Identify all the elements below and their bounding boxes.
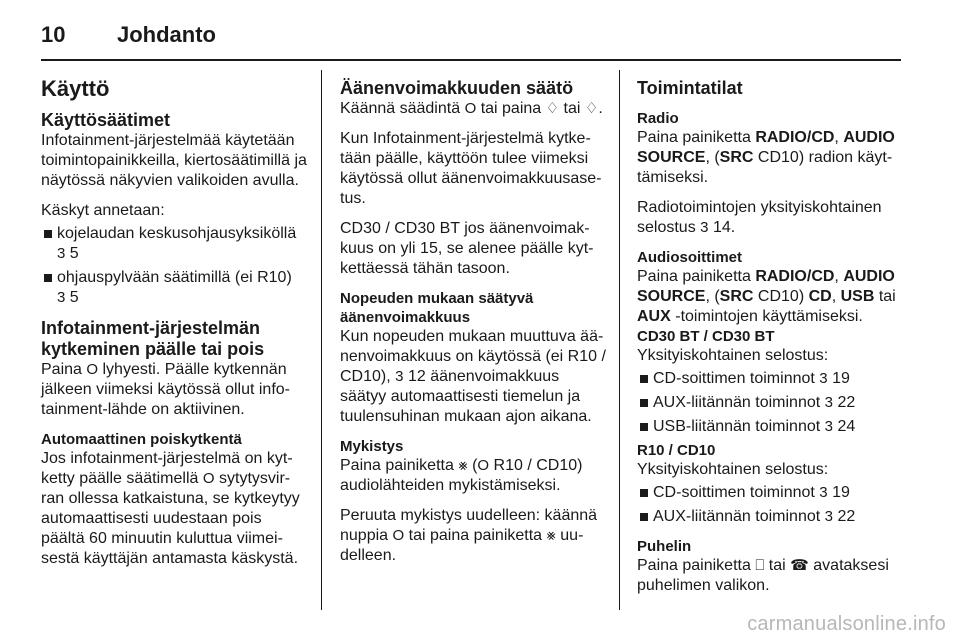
subsection-heading: Radio	[637, 110, 679, 127]
paragraph: Paina painiketta RADIO/CD, AUDIO SOURCE, (SRC CD10) radion käyt-tämiseksi.	[637, 129, 895, 186]
volume-up-icon: ♢	[545, 100, 560, 117]
paragraph: Yksityiskohtainen selostus:	[637, 461, 829, 478]
list-item: CD-soittimen toiminnot 3 19	[637, 369, 905, 389]
bullet-list	[41, 224, 309, 308]
list-item: USB-liitännän toiminnot 3 24	[637, 417, 905, 437]
page-ref: 5	[69, 245, 79, 262]
button-name: AUDIO SOURCE	[637, 129, 895, 166]
paragraph: Peruuta mykistys uudelleen: käännä nuppia O tai paina painiketta ⨳ uu-delleen.	[340, 507, 598, 564]
page-ref: 14.	[712, 219, 736, 236]
page-ref-icon: 3	[819, 370, 828, 387]
section-heading: Äänenvoimakkuuden säätö	[340, 78, 574, 98]
page-ref-icon: 3	[819, 484, 828, 501]
page-ref-icon: 3	[700, 219, 709, 236]
bullet-list	[637, 369, 905, 437]
column-divider	[321, 70, 322, 610]
list-item: AUX-liitännän toiminnot 3 22	[637, 393, 905, 413]
power-icon: O	[477, 457, 490, 474]
bullet-list	[637, 483, 905, 527]
button-name: AUDIO SOURCE	[637, 268, 895, 305]
section-heading: Infotainment-järjestelmän kytkeminen päälle tai pois	[41, 318, 265, 359]
paragraph: Paina painiketta ⨳ (O R10 / CD10) audiolähteiden mykistämiseksi.	[340, 457, 583, 494]
paragraph: Infotainment-järjestelmää käytetään toimintopainikkeilla, kiertosäätimillä ja näytössä näkyvien valikoiden avulla.	[41, 132, 307, 189]
page-ref-icon: 3	[395, 368, 404, 385]
button-name: CD	[808, 288, 832, 305]
page-ref: 19	[832, 484, 850, 501]
page-ref: 22	[837, 394, 856, 411]
paragraph: Paina O lyhyesti. Päälle kytkennän jälkeen viimeksi käytössä ollut info-tainment-lähde on aktiivinen.	[41, 361, 290, 418]
paragraph: Paina painiketta ⎕ tai ☎ avataksesi puhelimen valikon.	[637, 557, 889, 594]
subsection-heading: Puhelin	[637, 538, 692, 555]
column-2	[340, 74, 608, 566]
list-item: CD-soittimen toiminnot 3 19	[637, 483, 905, 503]
subsection-heading: Mykistys	[340, 438, 404, 455]
paragraph: Paina painiketta RADIO/CD, AUDIO SOURCE, (SRC CD10) CD, USB tai AUX -toimintojen käyttämiseksi.	[637, 268, 896, 325]
page-ref-icon: 3	[57, 289, 66, 306]
header-rule	[41, 59, 901, 61]
paragraph: Kun nopeuden mukaan muuttuva ää-nenvoimakkuus on käytössä (ei R10 / CD10), 3 12 äänenvoimakkuus säätyy automaattisesti tiemelun ja tuulensuhinan mukaan ajon aikana.	[340, 328, 606, 425]
paragraph: Yksityiskohtainen selostus:	[637, 347, 829, 364]
power-icon: O	[202, 470, 215, 487]
mute-icon: ⨳	[546, 527, 556, 544]
subsection-heading: Audiosoittimet	[637, 249, 742, 266]
page-ref-icon: 3	[57, 245, 66, 262]
chapter-title: Käyttö	[41, 76, 110, 101]
volume-down-icon: ♢	[584, 100, 599, 117]
button-name: RADIO/CD	[755, 129, 835, 146]
page-ref-icon: 3	[824, 418, 833, 435]
paragraph: Radiotoimintojen yksityiskohtainen selostus 3 14.	[637, 199, 882, 236]
paragraph: Jos infotainment-järjestelmä on kyt-ketty päälle säätimellä O sytytysvir-ran ollessa katkaistuna, se kytkeytyy automaattisesti uudestaan pois päältä 60 minuutin kuluttua viimei-sestä käyttäjän antamasta käskystä.	[41, 450, 300, 567]
page-ref: 22	[837, 508, 856, 525]
subsection-heading: CD30 BT / CD30 BT	[637, 328, 775, 345]
mute-icon: ⨳	[458, 457, 468, 474]
button-name: RADIO/CD	[755, 268, 835, 285]
column-divider	[619, 70, 620, 610]
power-icon: O	[464, 100, 477, 117]
power-icon: O	[86, 361, 99, 378]
page-ref: 19	[832, 370, 850, 387]
subsection-heading: Nopeuden mukaan säätyvä äänenvoimakkuus	[340, 290, 534, 326]
paragraph: Kun Infotainment-järjestelmä kytke-tään päälle, käyttöön tulee viimeksi käytössä ollut äänenvoimakkuusase-tus.	[340, 130, 602, 207]
watermark: carmanualsonline.info	[747, 613, 946, 635]
page-ref: 5	[69, 289, 79, 306]
phone-icon: ⎕	[755, 557, 765, 574]
subsection-heading: Automaattinen poiskytkentä	[41, 431, 242, 448]
power-icon: O	[392, 527, 405, 544]
paragraph: Käskyt annetaan:	[41, 202, 165, 219]
page-header	[41, 16, 901, 62]
subsection-heading: R10 / CD10	[637, 442, 716, 459]
page-number: 10	[41, 22, 66, 47]
list-item: kojelaudan keskusohjausyksiköllä 3 5	[41, 224, 309, 264]
page-ref-icon: 3	[824, 508, 833, 525]
page-ref: 24	[837, 418, 856, 435]
section-heading: Toimintatilat	[637, 78, 743, 98]
list-item: AUX-liitännän toiminnot 3 22	[637, 507, 905, 527]
list-item: ohjauspylvään säätimillä (ei R10) 3 5	[41, 268, 309, 308]
column-1	[41, 74, 309, 569]
button-name: USB	[840, 288, 875, 305]
section-heading: Käyttösäätimet	[41, 110, 171, 130]
paragraph: CD30 / CD30 BT jos äänenvoimak-kuus on yli 15, se alenee päälle kyt-kettäessä tähän tasoon.	[340, 220, 594, 277]
button-name: SRC	[719, 288, 754, 305]
button-name: AUX	[637, 308, 671, 325]
column-3	[637, 74, 905, 596]
phone-call-icon: ☎	[790, 557, 809, 574]
button-name: SRC	[719, 149, 754, 166]
section-title: Johdanto	[117, 22, 216, 47]
page-ref: 12	[407, 368, 426, 385]
page-ref-icon: 3	[824, 394, 833, 411]
paragraph: Käännä säädintä O tai paina ♢ tai ♢.	[340, 100, 603, 117]
